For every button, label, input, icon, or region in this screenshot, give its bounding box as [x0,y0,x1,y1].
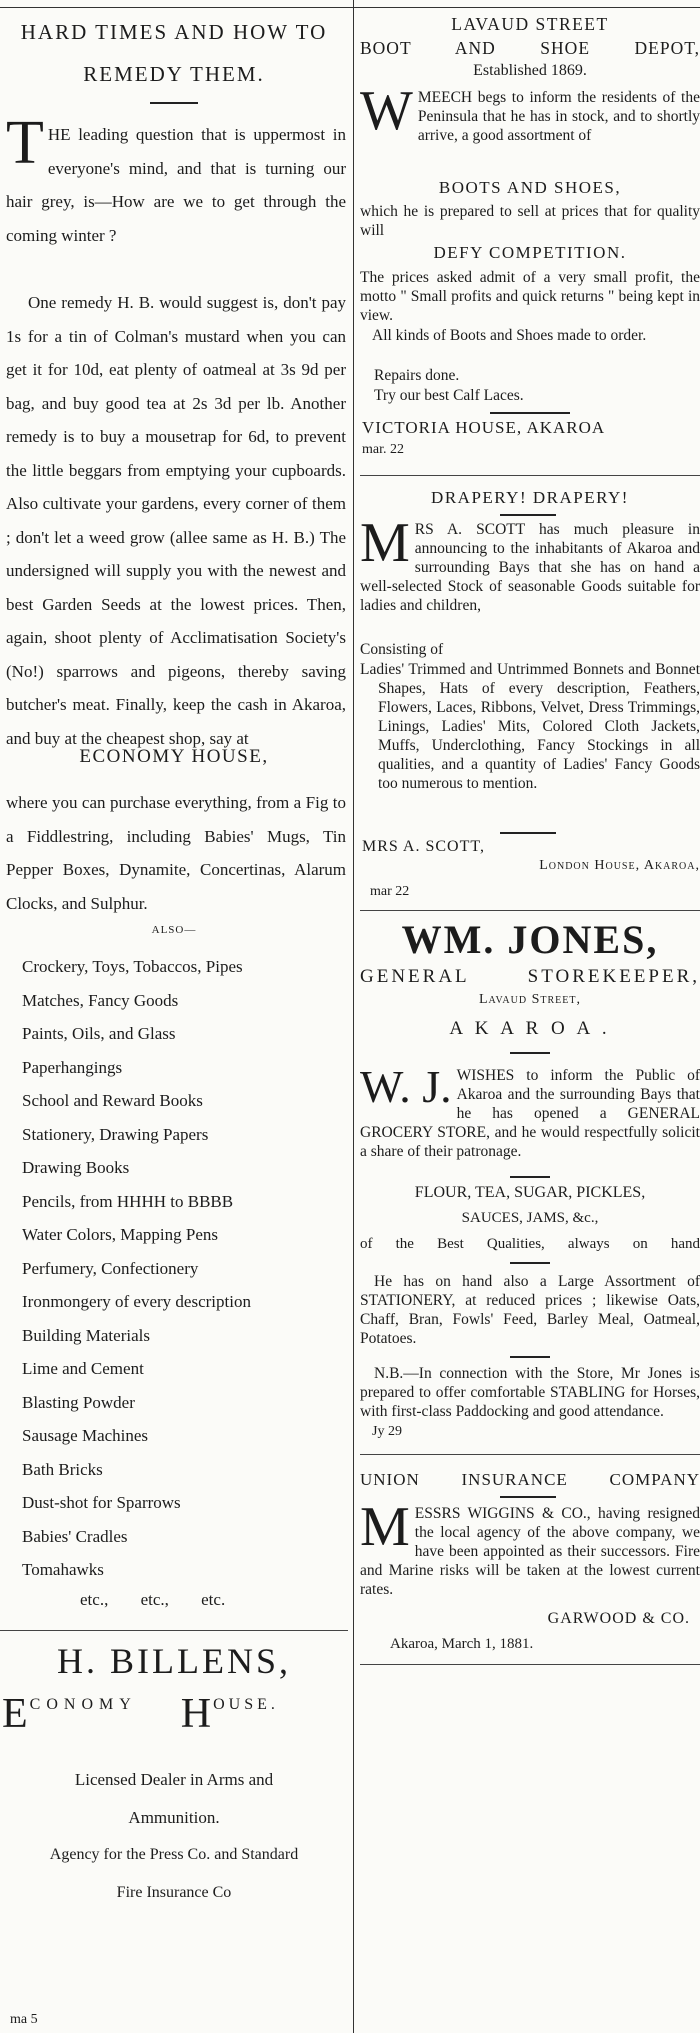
billens-line3: Agency for the Press Co. and Standard [49,1846,299,1863]
list-item: Water Colors, Mapping Pens [22,1225,218,1244]
title-divider [150,102,198,104]
para1-text: HE leading question that is uppermost in everyone's mind, and that is turning our hair grey, is—How are we to get through the coming winter ? [6,125,346,245]
left-column [0,0,348,2033]
section-rule [0,1630,348,1631]
jones-title: GENERAL STOREKEEPER, [360,966,700,987]
jones-goods3: of the Best Qualities, always on hand [360,1236,700,1252]
hard-times-para3: where you can purchase everything, from a Fig to a Fiddlestring, including Babies' Mugs, Tin Pepper Boxes, Dynamite, Concertinas, Alarum Clocks, and Sulphur. [6,793,346,913]
drapery-divider-2 [500,832,556,834]
jones-divider-4 [510,1356,550,1358]
section-rule [360,1664,700,1665]
right-column [360,0,700,2033]
list-item: Stationery, Drawing Papers [22,1124,209,1144]
jones-text3: N.B.—In connection with the Store, Mr Jones is prepared to offer comfortable STABLING for Horses, with first-class Paddocking and good attendance. [360,1365,700,1420]
lavaud-text5: Repairs done. [374,367,460,384]
lavaud-line1: LAVAUD STREET [451,14,609,34]
etc-line: etc., etc., etc. [80,1590,226,1609]
hard-times-title-line2: REMEDY THEM. [83,62,265,86]
victoria-house: VICTORIA HOUSE, AKAROA [362,418,606,437]
jones-divider-2 [510,1176,550,1178]
jones-goods1: FLOUR, TEA, SUGAR, PICKLES, [414,1184,646,1201]
dropcap-wj: W. J. [360,1061,452,1112]
jones-town: A K A R O A . [449,1018,611,1039]
jones-text2: He has on hand also a Large Assortment of STATIONERY, at reduced prices ; likewise Oats, Chaff, Bran, Fowls' Feed, Barley Meal, Oatmeal, Potatoes. [360,1273,700,1347]
union-title: UNION INSURANCE COMPANY [360,1470,700,1489]
drapery-text1-body: RS A. SCOTT has much pleasure in announcing to the inhabitants of Akaroa and surrounding Bays that she has on hand a well-selected Stock of seasonable Goods suitable for ladies and children, [360,521,700,614]
list-item: Crockery, Toys, Tobaccos, Pipes [22,957,243,976]
billens-line4: Fire Insurance Co [116,1884,232,1901]
union-text1 [360,1496,700,1604]
goods-list [22,950,342,1587]
drapery-signature: MRS A. SCOTT, [362,838,485,855]
lavaud-line2: BOOT AND SHOE DEPOT, [360,38,700,58]
list-item: Paints, Oils, and Glass [22,1024,176,1043]
list-item: Tomahawks [22,1560,104,1579]
list-item: Building Materials [22,1325,150,1345]
drapery-consisting: Consisting of [360,641,444,658]
section-rule [360,475,700,476]
boots-heading: BOOTS AND SHOES, [438,178,622,197]
list-item: Pencils, from HHHH to BBBB [22,1191,234,1211]
drapery-address: London House, Akaroa, [539,858,700,873]
dropcap-w: W [360,80,413,142]
hard-times-title-line1: HARD TIMES AND HOW TO [20,20,328,44]
dropcap-t: T [6,109,44,177]
jones-date: Jy 29 [372,1424,402,1439]
drapery-text2: Ladies' Trimmed and Untrimmed Bonnets and Bonnet Shapes, Hats of every description, Feathers, Flowers, Laces, Ribbons, Velvet, Dress Trimmings, Linings, Ladies' Mits, Colored Cloth Jackets, Muffs, Underclothing, Fancy Stockings in all qualities, and a quantity of Ladies' Fancy Goods too numerous to mention. [360,661,700,792]
lavaud-line3: Established 1869. [473,62,587,79]
defy-heading: DEFY COMPETITION. [433,243,627,262]
list-item: Bath Bricks [22,1459,103,1479]
union-signature: GARWOOD & CO. [547,1610,690,1627]
list-item: Sausage Machines [22,1426,149,1445]
hard-times-para2: One remedy H. B. would suggest is, don't pay 1s for a tin of Colman's mustard when you can get it for 10d, eat plenty of oatmeal at 3s 9d per bag, and buy good tea at 2s 3d per lb. Another remedy is to buy a mousetrap for 6d, to prevent the little beggars from emptying your cupboards. Also cultivate your gardens, every corner of them ; don't let a weed grow (allee same as H. B.) The undersigned will supply you with the newest and best Garden Seeds at the lowest prices. Then, again, shoot plenty of Acclimatisation Society's (No!) sparrows and pigeons, thereby saving butcher's meat. Finally, keep the cash in Akaroa, and buy at the cheapest shop, say at [6,293,346,748]
jones-text1 [360,1061,700,1166]
economy-house-heading: ECONOMY HOUSE, [79,746,269,767]
union-text1-body: ESSRS WIGGINS & CO., having resigned the local agency of the above company, we have been appointed as their successors. Fire and Marine risks will be taken at the lowest current rates. [360,1505,700,1598]
banner-ouse: OUSE. [213,1696,279,1713]
banner-h: H [180,1691,212,1737]
jones-street: Lavaud Street, [479,992,581,1007]
drapery-divider [500,514,556,516]
dropcap-m2: M [360,1496,410,1558]
jones-name: WM. JONES, [401,917,659,962]
drapery-text1 [360,512,700,640]
lavaud-text2: which he is prepared to sell at prices that for quality will [360,203,700,239]
drapery-title: DRAPERY! DRAPERY! [431,488,629,507]
list-item: Matches, Fancy Goods [22,990,179,1010]
banner-e: E [2,1691,28,1737]
lavaud-text4: All kinds of Boots and Shoes made to order. [372,327,647,344]
list-item: Dust-shot for Sparrows [22,1493,181,1512]
lavaud-text3: The prices asked admit of a very small profit, the motto " Small profits and quick returns " being kept in view. [360,269,700,324]
billens-line1: Licensed Dealer in Arms and [74,1770,274,1789]
drapery-date: mar 22 [370,884,410,899]
union-divider [500,1496,556,1498]
list-item: Paperhangings [22,1057,123,1077]
union-date: Akaroa, March 1, 1881. [390,1636,534,1652]
lavaud-text1 [360,80,700,173]
list-item: School and Reward Books [22,1091,203,1110]
dropcap-m: M [360,512,410,574]
jones-text1-body: WISHES to inform the Public of Akaroa and the surrounding Bays that he has opened a GENERAL GROCERY STORE, and he would respectfully solicit a share of their patronage. [360,1067,700,1160]
also-label: ALSO— [151,924,197,936]
jones-divider-3 [510,1262,550,1264]
hard-times-para1 [6,109,346,288]
column-rule [353,0,354,2033]
banner-conomy: CONOMY [29,1696,137,1713]
lavaud-text6: Try our best Calf Laces. [374,387,524,404]
lavaud-divider [490,412,570,414]
list-item: Drawing Books [22,1158,130,1177]
jones-goods2: SAUCES, JAMS, &c., [461,1210,599,1226]
lavaud-date: mar. 22 [362,442,404,457]
section-rule [360,910,700,911]
list-item: Lime and Cement [22,1359,144,1378]
list-item: Ironmongery of every description [22,1292,251,1311]
billens-date: ma 5 [10,2012,38,2027]
billens-line2: Ammunition. [128,1808,220,1827]
lavaud-text1-body: MEECH begs to inform the residents of the Peninsula that he has in stock, and to shortly arrive, a good assortment of [417,89,700,144]
list-item: Babies' Cradles [22,1526,128,1546]
list-item: Perfumery, Confectionery [22,1258,199,1278]
economy-house-banner [2,1690,348,1738]
billens-name: H. BILLENS, [57,1641,291,1681]
section-rule [360,1454,700,1455]
list-item: Blasting Powder [22,1392,135,1412]
jones-divider [510,1052,550,1054]
